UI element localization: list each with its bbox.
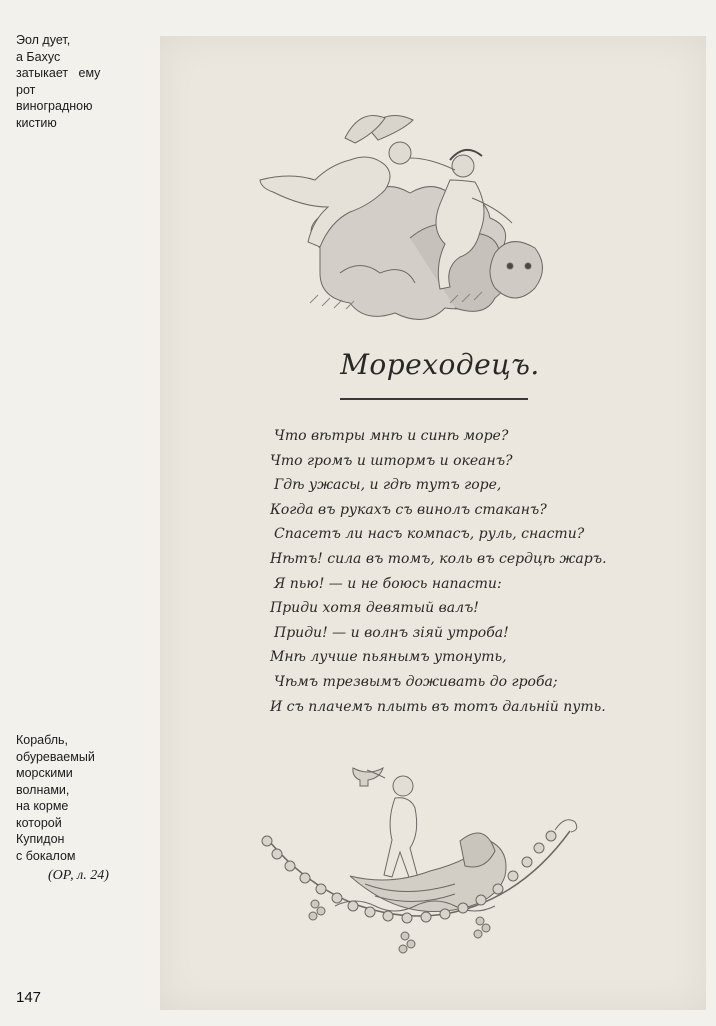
caption-top-line: рот	[16, 82, 36, 97]
caption-bottom-line: обуреваемый	[16, 749, 95, 764]
caption-bottom	[16, 732, 146, 864]
source-reference: (ОР, л. 24)	[48, 868, 109, 883]
poem-line: Чѣмъ трезвымъ доживать до гроба;	[274, 673, 558, 690]
poem-line: И съ плачемъ плыть въ тотъ дальній путь.	[270, 698, 606, 715]
poem-line: Я пью! — и не боюсь напасти:	[274, 575, 502, 592]
poem-line: Гдѣ ужасы, и гдѣ тутъ горе,	[274, 477, 502, 494]
caption-top	[16, 32, 146, 131]
caption-top-line: а Бахус	[16, 49, 61, 64]
title-underline	[340, 398, 528, 400]
manuscript-sheet	[160, 36, 706, 1010]
poem-title: Мореходецъ.	[340, 348, 540, 381]
caption-top-line: затыкает ему	[16, 66, 101, 80]
poem-line: Когда въ рукахъ съ винолъ стаканъ?	[270, 501, 547, 518]
cupid-ship-illustration	[255, 756, 585, 1001]
caption-bottom-line: Купидон	[16, 832, 65, 846]
caption-bottom-line: с бокалом	[16, 848, 76, 863]
caption-bottom-line: Корабль,	[16, 733, 69, 747]
caption-bottom-line: на корме	[16, 799, 69, 813]
poem-line: Приди хотя девятый валъ!	[270, 600, 479, 617]
poem-line: Спасетъ ли насъ компасъ, руль, снасти?	[274, 526, 585, 543]
poem-line: Что громъ и штормъ и океанъ?	[270, 452, 513, 469]
caption-top-line: кистию	[16, 115, 57, 130]
caption-bottom-line: которой	[16, 815, 62, 830]
poem-text	[270, 424, 690, 719]
caption-bottom-line: волнами,	[16, 782, 70, 797]
caption-top-line: виноградною	[16, 99, 93, 113]
poem-line: Что вѣтры мнѣ и синѣ море?	[274, 428, 509, 444]
poem-line: Нѣтъ! сила въ томъ, коль въ сердцѣ жаръ.	[270, 550, 607, 567]
page-number: 147	[16, 989, 42, 1006]
caption-bottom-line: морскими	[16, 766, 73, 780]
poem-line: Приди! — и волнъ зіяй утроба!	[274, 624, 509, 641]
aeolus-bacchus-illustration	[250, 98, 560, 333]
caption-top-line: Эол дует,	[16, 33, 71, 47]
poem-line: Мнѣ лучше пьянымъ утонуть,	[270, 649, 507, 666]
